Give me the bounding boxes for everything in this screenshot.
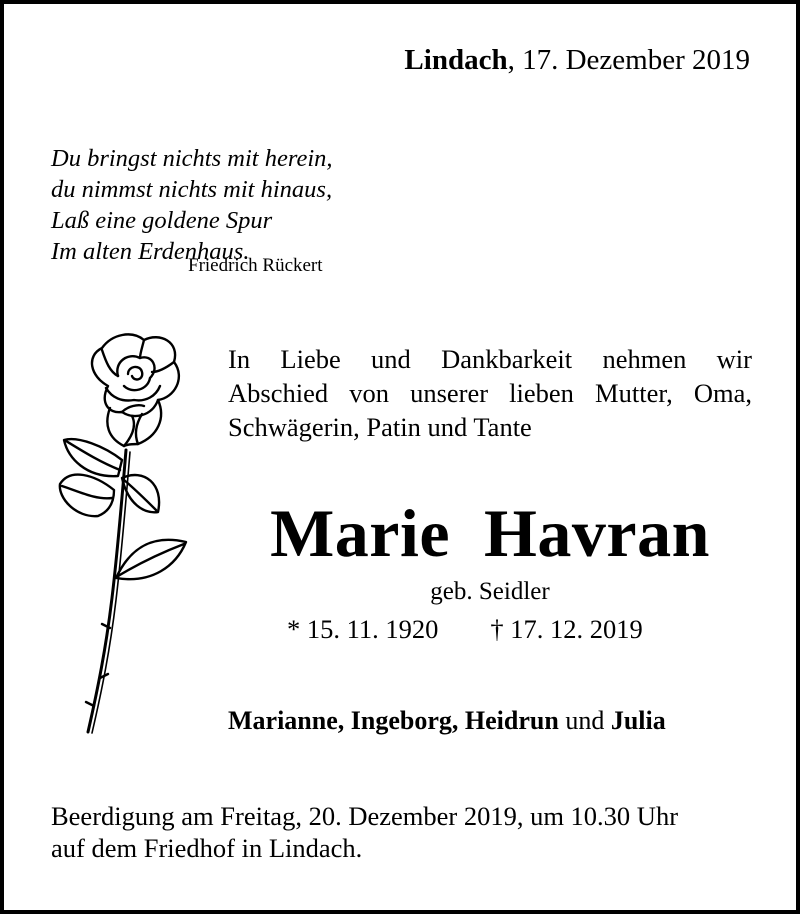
poem-line: Im alten Erdenhaus. (51, 238, 250, 265)
death-date: † 17. 12. 2019 (490, 614, 643, 644)
mourner-name: Marianne, (228, 706, 351, 735)
funeral-info (51, 800, 678, 864)
mourner-name: Julia (610, 706, 666, 735)
mourners (228, 706, 748, 736)
poem-line: Du bringst nichts mit herein, (51, 145, 333, 172)
maiden-name: geb. Seidler (430, 578, 550, 605)
rose-icon (48, 328, 198, 738)
intro-line: In Liebe und Dankbarkeit nehmen wir (228, 344, 752, 374)
intro-line: Schwägerin, Patin und Tante (228, 412, 532, 442)
mourner-name: Heidrun (464, 706, 559, 735)
deceased-name (240, 494, 740, 573)
poem-line: Laß eine goldene Spur (51, 207, 273, 234)
funeral-line: auf dem Friedhof in Lindach. (51, 833, 363, 863)
intro-text (228, 342, 752, 444)
poem (51, 143, 333, 267)
last-name: Havran (484, 495, 710, 571)
intro-line: Abschied von unserer lieben Mutter, Oma, (228, 378, 752, 408)
birth-date: * 15. 11. 1920 (287, 614, 439, 644)
life-dates (287, 614, 643, 645)
poem-author: Friedrich Rückert (188, 255, 323, 276)
funeral-line: Beerdigung am Freitag, 20. Dezember 2019, um 10.30 Uhr (51, 801, 679, 831)
notice-date: , 17. Dezember 2019 (507, 44, 750, 76)
first-name: Marie (270, 495, 451, 571)
mourner-name: Ingeborg, (350, 706, 465, 735)
mourner-conjunction: und (558, 706, 611, 735)
place-and-date (404, 44, 750, 77)
poem-line: du nimmst nichts mit hinaus, (51, 176, 333, 203)
place: Lindach (404, 44, 508, 76)
